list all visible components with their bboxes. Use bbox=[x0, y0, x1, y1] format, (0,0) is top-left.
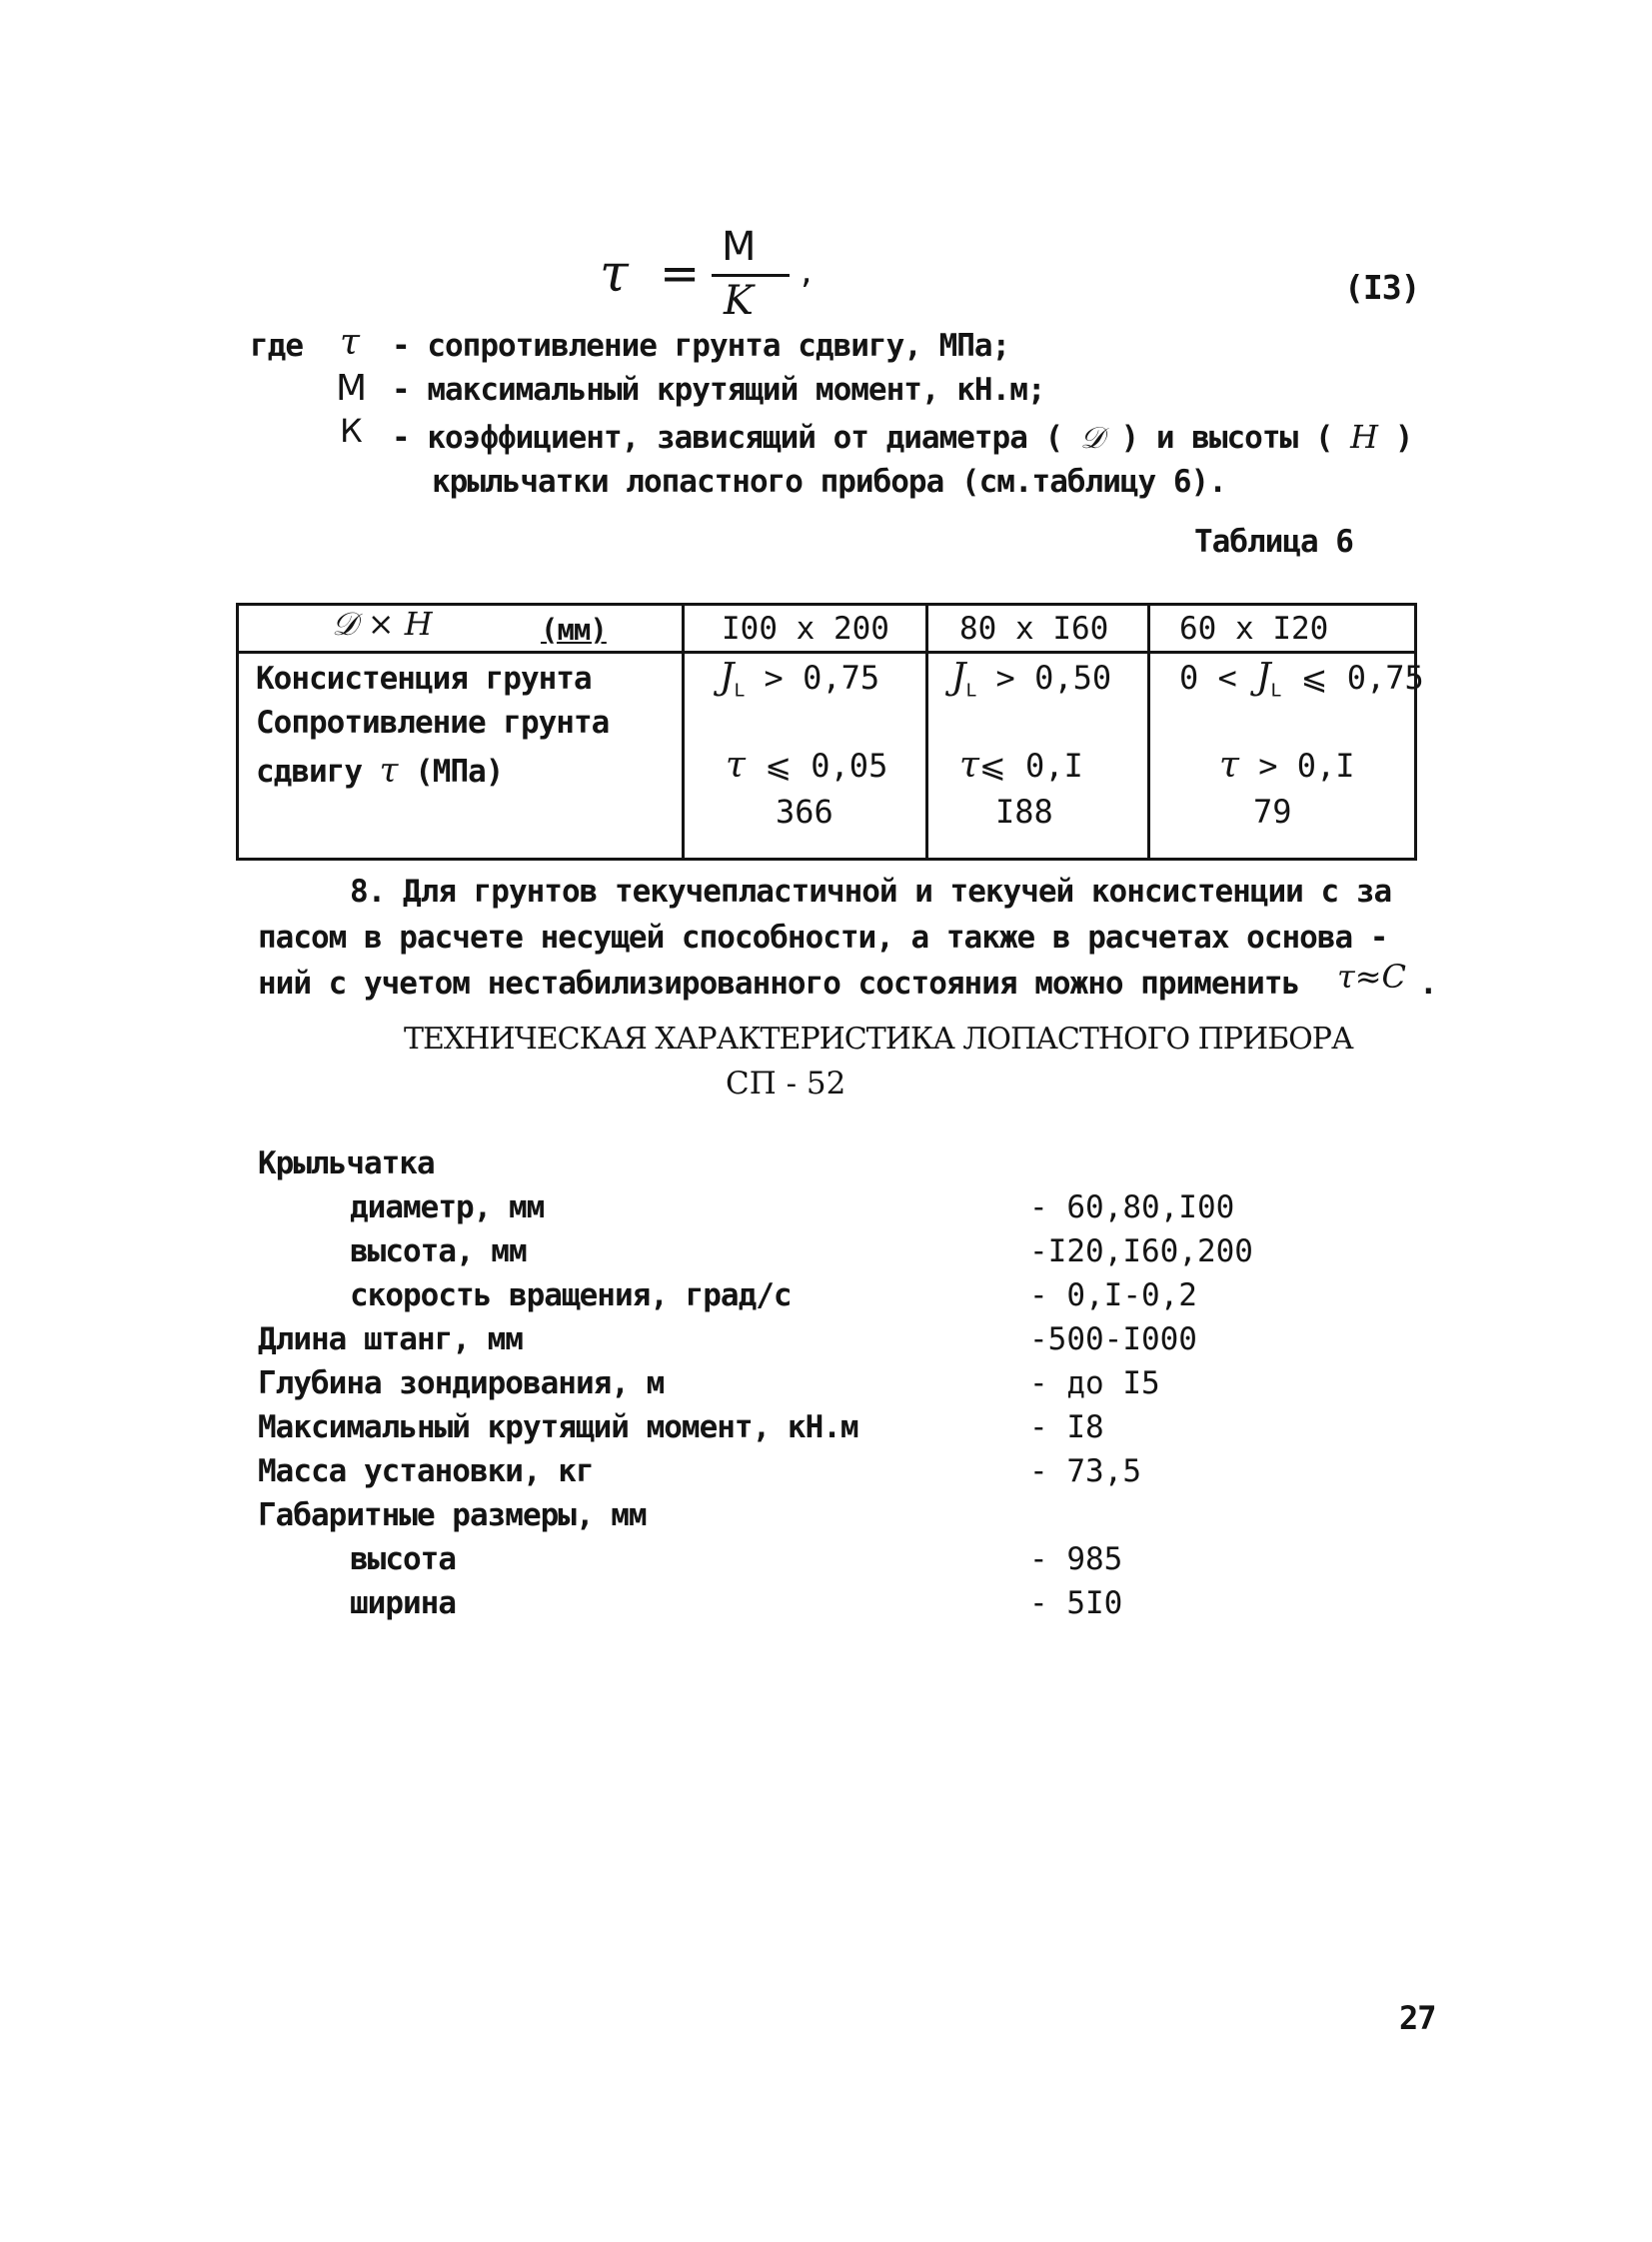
h-symbol: H bbox=[1350, 418, 1378, 456]
table-col-divider-3 bbox=[1147, 603, 1150, 859]
consistency-symbol: J bbox=[720, 657, 735, 698]
paragraph-8-line-2: пасом в расчете несущей способности, а также в расчетах основа - bbox=[258, 920, 1388, 956]
definition-symbol-m: М bbox=[336, 368, 368, 409]
formula-numerator: M bbox=[722, 224, 757, 270]
consistency-col-3 bbox=[1179, 657, 1424, 701]
spec-item-value: - 73,5 bbox=[1029, 1453, 1141, 1489]
table-6 bbox=[236, 603, 1424, 861]
k-value-col-2: I88 bbox=[995, 793, 1053, 831]
definition-text-tau: - сопротивление грунта сдвигу, МПа; bbox=[392, 328, 1010, 364]
k-value-col-3: 79 bbox=[1253, 793, 1292, 831]
spec-item-value: - 60,80,I00 bbox=[1029, 1189, 1235, 1225]
row-label-resistance: Сопротивление грунта bbox=[256, 705, 610, 741]
spec-item-label: Длина штанг, мм bbox=[258, 1321, 523, 1357]
spec-title-model: СП - 52 bbox=[726, 1066, 846, 1102]
definition-k-part1: - коэффициент, зависящий от диаметра ( bbox=[392, 420, 1063, 456]
table-col-divider-2 bbox=[925, 603, 928, 859]
definition-symbol-tau: τ bbox=[340, 322, 360, 363]
spec-item-value: - до I5 bbox=[1029, 1365, 1160, 1401]
row-label-tau: τ bbox=[379, 751, 398, 791]
spec-item-label: Максимальный крутящий момент, кН.м bbox=[258, 1409, 858, 1445]
spec-item-label: скорость вращения, град/с bbox=[350, 1277, 792, 1313]
spec-item-value: - 0,I-0,2 bbox=[1029, 1277, 1197, 1313]
resistance-value: ⩽ 0,I bbox=[978, 747, 1083, 785]
formula-comma: , bbox=[798, 256, 817, 291]
table-caption: Таблица 6 bbox=[1194, 524, 1353, 560]
consistency-col-1 bbox=[720, 657, 879, 701]
formula-denominator: K bbox=[724, 278, 754, 324]
consistency-sub: L bbox=[734, 680, 746, 702]
consistency-sub: L bbox=[965, 680, 977, 702]
table-col-divider-1 bbox=[682, 603, 685, 859]
paragraph-8-formula: τ≈C bbox=[1337, 958, 1406, 996]
spec-item-label: высота, мм bbox=[350, 1233, 527, 1269]
definition-text-k bbox=[392, 418, 1412, 456]
spec-item-value: - I8 bbox=[1029, 1409, 1104, 1445]
spec-item-label: диаметр, мм bbox=[350, 1189, 545, 1225]
spec-item-value: - 985 bbox=[1029, 1541, 1123, 1577]
spec-item-value: -I20,I60,200 bbox=[1029, 1233, 1253, 1269]
formula-equals: = bbox=[660, 246, 701, 302]
header-col-2: 80 x I60 bbox=[959, 611, 1109, 647]
paragraph-8-line-3: ний с учетом нестабилизированного состояния можно применить bbox=[258, 966, 1300, 1002]
definition-text-m: - максимальный крутящий момент, кН.м; bbox=[392, 372, 1045, 408]
definition-k-part3: ) bbox=[1394, 420, 1413, 456]
paragraph-8-line-1: 8. Для грунтов текучепластичной и текучей консистенции с за bbox=[350, 874, 1392, 910]
resistance-col-3 bbox=[1219, 745, 1355, 786]
spec-item-value: - 5I0 bbox=[1029, 1585, 1123, 1621]
spec-item-label: ширина bbox=[350, 1585, 456, 1621]
definitions-intro: где bbox=[250, 328, 303, 364]
resistance-symbol: τ bbox=[726, 745, 746, 786]
formula-tau: τ bbox=[600, 244, 629, 304]
spec-item-label: высота bbox=[350, 1541, 456, 1577]
consistency-symbol: J bbox=[1256, 657, 1271, 698]
row-label-consistency: Консистенция грунта bbox=[256, 661, 592, 697]
resistance-value: ⩽ 0,05 bbox=[765, 747, 888, 785]
resistance-symbol: τ bbox=[1219, 745, 1239, 786]
consistency-value: > 0,50 bbox=[976, 659, 1112, 697]
header-unit: (мм) bbox=[541, 613, 607, 647]
consistency-col-2 bbox=[951, 657, 1111, 701]
consistency-value: > 0,75 bbox=[745, 659, 880, 697]
consistency-sub: L bbox=[1270, 680, 1282, 702]
header-col-3: 60 x I20 bbox=[1179, 611, 1329, 647]
formula-number: (I3) bbox=[1344, 268, 1420, 307]
header-col-1: I00 x 200 bbox=[722, 611, 889, 647]
spec-item-label: Глубина зондирования, м bbox=[258, 1365, 665, 1401]
resistance-col-2 bbox=[959, 745, 1083, 786]
paragraph-8-period: . bbox=[1419, 966, 1437, 1002]
header-dim-label: 𝒟 × H bbox=[332, 605, 433, 643]
consistency-pre: 0 < bbox=[1179, 659, 1257, 697]
row-label-shear: сдвигу bbox=[256, 754, 362, 790]
row-label-resistance-2 bbox=[256, 751, 503, 791]
resistance-value: > 0,I bbox=[1258, 747, 1355, 785]
resistance-col-1 bbox=[726, 745, 887, 786]
resistance-symbol: τ bbox=[959, 745, 979, 786]
k-value-col-1: 366 bbox=[776, 793, 833, 831]
row-label-unit: (МПа) bbox=[415, 754, 504, 790]
page-number: 27 bbox=[1399, 1999, 1436, 2037]
fraction-bar bbox=[712, 274, 790, 277]
consistency-symbol: J bbox=[951, 657, 966, 698]
spec-item-label: Крыльчатка bbox=[258, 1145, 435, 1181]
d-symbol: 𝒟 bbox=[1079, 421, 1103, 456]
spec-title: ТЕХНИЧЕСКАЯ ХАРАКТЕРИСТИКА ЛОПАСТНОГО ПРИБОРА bbox=[404, 1022, 1353, 1057]
definition-k-continuation: крыльчатки лопастного прибора (см.таблицу 6). bbox=[432, 464, 1226, 500]
table-header-divider bbox=[236, 651, 1417, 654]
spec-item-value: -500-I000 bbox=[1029, 1321, 1197, 1357]
consistency-value: ⩽ 0,75 bbox=[1281, 659, 1424, 697]
spec-item-label: Габаритные размеры, мм bbox=[258, 1497, 647, 1533]
spec-item-label: Масса установки, кг bbox=[258, 1453, 594, 1489]
definition-symbol-k: К bbox=[340, 412, 363, 450]
definition-k-part2: ) и высоты ( bbox=[1120, 420, 1333, 456]
